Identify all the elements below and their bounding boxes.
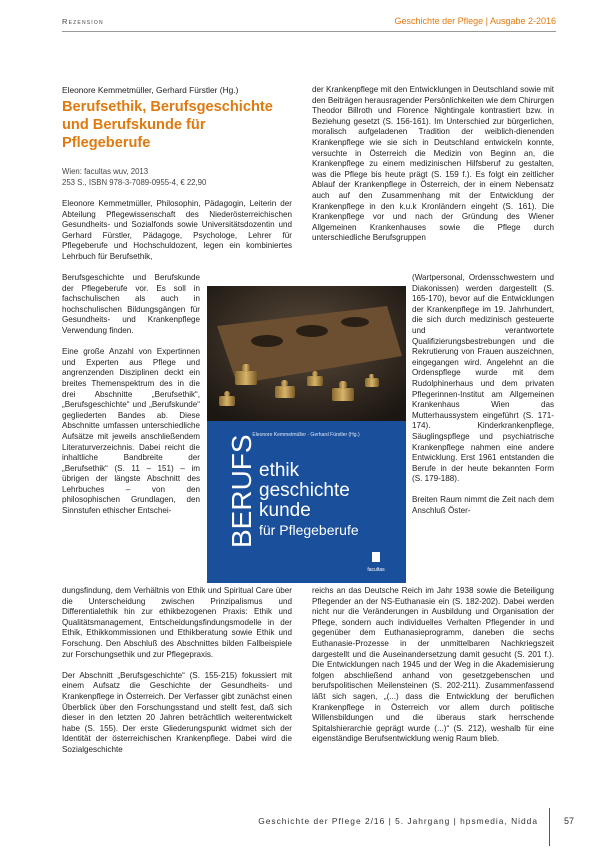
cover-line-2: geschichte (259, 480, 350, 501)
paragraph: Breiten Raum nimmt die Zeit nach dem Anschluß Öster- (412, 495, 554, 516)
paragraph: (Wartpersonal, Ordensschwestern und Diakonissen) werden dargestellt (S. 165-170), bevor auf die Entwicklungen der Krankenpflege im 19. Jahrhundert, die sich durch medizinisch gesteuerte und verantwortete Qualifizierungsbestrebungen und die Rekrutierung von Frauen auszeichnen, eingegangen wird. Angelehnt an die Ordenspflege wurde mit dem Rudolphinerhaus und dem privaten Pflegerinnen-Institut am Allgemeinen Krankenhaus Wien das Mutterhaussystem eingeführt (S. 171-174). Kinderkrankenpflege, Säuglingspflege und psychiatrische Krankenpflege nahmen eine andere Entwicklung. Erst 1961 entstanden die Berufe in der heute bekannten Form (S. 179-188). (412, 273, 554, 484)
page-number: 57 (564, 816, 575, 826)
header-divider (62, 31, 556, 32)
cover-vertical-word: BERUFS (226, 434, 257, 548)
book-cover-image (207, 286, 406, 583)
left-column-narrow (62, 273, 200, 517)
paragraph: Eine große Anzahl von Expertinnen und Experten aus Pflege und angrenzenden Disziplinen deckt ein breites Themenspektrum des in die drei Abschnitte „Berufsethik“, „Berufsgeschichte“ und „Berufskunde“ gegliederten Bandes ab. Diese Abschnitte umfassen unterschiedliche Aufsätze mit jeweils anschließendem Literaturverzeichnis. Dabei reicht die inhaltliche Bandbreite der „Berufsethik“ (S. 11 – 151) – im übrigen der längste Abschnitt des Lehrbuches – von den philosophischen Grundlagen, den Sinnstufen ethischer Entschei- (62, 347, 200, 516)
cover-line-4: für Pflegeberufe (259, 522, 359, 538)
right-column-bottom (312, 586, 554, 745)
paragraph: dungsfindung, dem Verhältnis von Ethik und Spiritual Care über die Unterscheidung zwischen Prinzipalismus und Differentialethik hin zur ethikbezogenen Praxis: Ethik und Qualitätsmanagement, Entscheidungsfindungsmodelle in der Ethik, Ethikkommissionen und Ethikberatung sowie Ethik und Forschung. Den Abschluß des Abschnittes bilden Fallbeispiele zur Forschungsethik und zur Pflegepraxis. (62, 586, 292, 659)
paragraph: der Krankenpflege mit den Entwicklungen in Deutschland sowie mit den Beiträgen herausragender Persönlichkeiten wie dem Chirurgen Theodor Billroth und Florence Nightingale kontrastiert bzw. in Beziehung gesetzt (S. 156-161). Im Unterschied zur bürgerlichen, moralisch aufgeladenen Tradition der weiblich-dienenden Krankenpflege wie sie sich in Deutschland entwickeln konnte, versuchte in Österreich die Medizin von Beginn an, die Krankenpflege zu einem medizinischen Hilfsberuf zu gestalten, was die Pflege bis heute prägt (S. 159 f.). Es folgt ein zeitlicher Ablauf der Krankenpflege in Österreich, der in einem Nebensatz auch auf den Zusammenhang mit der Entwicklung der Krankenpflege in den k.u.k Kronländern eingeht (S. 161). Die Krankenpflege vor und nach der Gründung des Wiener Allgemeinen Krankenhauses sowie die Pflege durch unterschiedliche Berufsgruppen (312, 85, 554, 243)
review-details: 253 S., ISBN 978-3-7089-0955-4, € 22,90 (62, 178, 207, 187)
paragraph: Der Abschnitt „Berufsgeschichte“ (S. 155-215) fokussiert mit einem Aufsatz die Geschichte der Gesundheits- und Krankenpflege in Österreich. Der Verfasser gibt zunächst einen Überblick über den Forschungsstand und stellt fest, daß sich dieser in den letzten 20 Jahren beträchtlich weiterentwickelt habe (S. 155). Der erste Gliederungspunkt widmet sich der Identität der österreichischen Krankenpflege. Dabei wird die Sozialgeschichte (62, 670, 292, 754)
cover-editors: Eleonore Kemmetmüller · Gerhard Fürstler (Hg.) (252, 432, 360, 438)
footer-divider (549, 808, 550, 846)
review-title: Berufsethik, Berufsgeschichte und Berufskunde für Pflegeberufe (62, 99, 273, 151)
left-column-intro (62, 199, 292, 263)
right-column-top (312, 85, 554, 244)
left-column-bottom (62, 586, 292, 756)
paragraph: Berufsgeschichte und Berufskunde der Pflegeberufe vor. Es soll in fachschulischen als auch in hochschulischen Bildungsgängen für Gesundheits- und Krankenpflege Verwendung finden. (62, 273, 200, 335)
cover-publisher-mark: facultas (367, 567, 385, 573)
cover-line-1: ethik (259, 460, 300, 481)
paragraph: reichs an das Deutsche Reich im Jahr 1938 sowie die Beteiligung Pflegender an der NS-Euthanasie ein (S. 182-202). Dabei werden nicht nur die Veränderungen in Ausbildung und Organisation der Pflege, sondern auch individuelles Verhalten Pflegender in und gegenüber dem Euthanasieprogramm, daneben die sechs Euthanasie-Prozesse in der unmittelbaren Nachkriegszeit dargestellt und die Auseinandersetzung damit gesucht (S. 201 f.). Die Entwicklungen nach 1945 und der Weg in die Akademisierung folgen abschließend anhand von gesetzgebenschen und berufspolitischen Meilensteinen (S. 202-211). Zusammenfassend läßt sich sagen, „(...) dass die Entwicklung der beruflichen Krankenpflege in Österreich vor allem durch politische Willensbildungen und die überaus stark herrschende Spitalshierarchie geprägt wurde (...)“ (S. 212), weshalb für eine eigenständige Berufsentwicklung wenig Raum blieb. (312, 586, 554, 744)
review-publication (62, 166, 206, 188)
review-authors: Eleonore Kemmetmüller, Gerhard Fürstler (Hg.) (62, 85, 239, 95)
publisher-logo-icon (372, 552, 380, 562)
cover-line-3: kunde (259, 500, 311, 521)
journal-header: Geschichte der Pflege | Ausgabe 2-2016 (394, 16, 556, 26)
right-column-narrow (412, 273, 554, 517)
footer-citation: Geschichte der Pflege 2/16 | 5. Jahrgang | hpsmedia, Nidda (258, 816, 538, 826)
section-label: Rezension (62, 17, 104, 26)
review-publisher: Wien: facultas wuv, 2013 (62, 167, 149, 176)
paragraph: Eleonore Kemmetmüller, Philosophin, Pädagogin, Leiterin der Abteilung Pflegewissenschaft des Niederösterreichischen Gesundheits- und Sozialfonds sowie Universitätsdozentin und Gerhard Fürstler, Pädagoge, Psychologe, Lehrer für Pflegeberufe und Hochschuldozent, legen ein kombiniertes Lehrbuch für Berufsethik, (62, 199, 292, 261)
